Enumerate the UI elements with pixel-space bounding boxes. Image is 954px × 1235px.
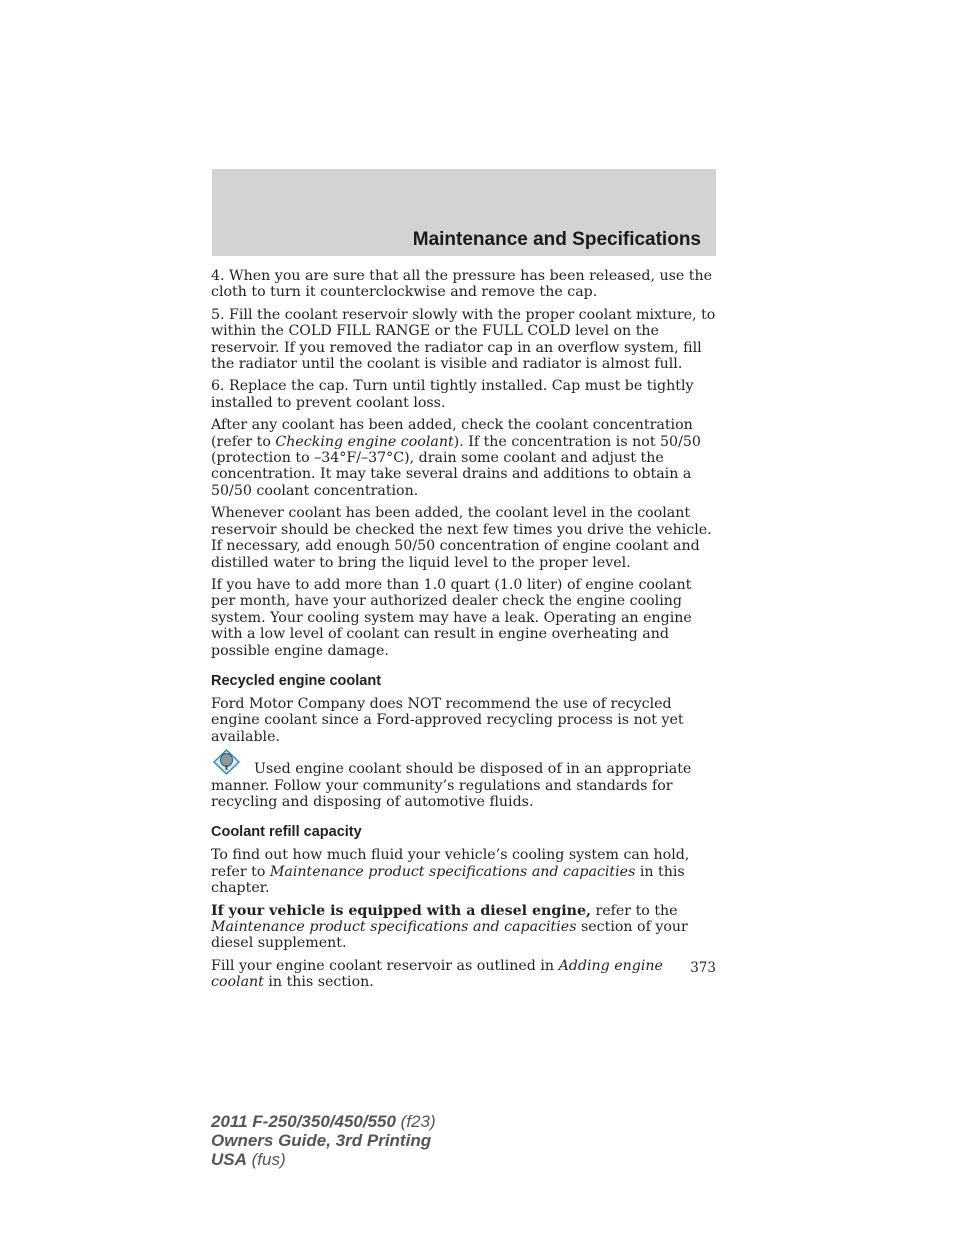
footer-market: USA [211, 1150, 247, 1169]
page-number: 373 [690, 960, 716, 976]
footer-model-line [211, 1112, 436, 1131]
cross-reference: Maintenance product specifications and capacities [269, 863, 636, 880]
text-run: To find out how much fluid your vehicle’s cooling system can hold, refer to [211, 847, 690, 880]
text-run: After any coolant has been added, check the coolant concentration (refer to [211, 417, 693, 450]
text-run: section of your diesel supplement. [211, 919, 688, 952]
diesel-lead: If your vehicle is equipped with a diesel engine, [211, 902, 591, 919]
leak-warning-paragraph: If you have to add more than 1.0 quart (1.0 liter) of engine coolant per month, have your authorized dealer check the engine cooling system. Your cooling system may have a leak. Operating an engine with a low level of coolant can result in engine overheating and possible engine damage. [211, 576, 692, 659]
section-title: Maintenance and Specifications [412, 229, 701, 250]
document-footer [211, 1112, 436, 1169]
footer-guide-line [211, 1131, 436, 1150]
step-4-paragraph: 4. When you are sure that all the pressure has been released, use the cloth to turn it counterclockwise and remove the cap. [211, 268, 713, 301]
refill-capacity-paragraph [211, 847, 717, 896]
page-content [211, 268, 717, 997]
concentration-paragraph [211, 417, 717, 499]
cross-reference: Maintenance product specifications and capacities [211, 919, 577, 935]
text-run: Fill your engine coolant reservoir as outlined in [211, 957, 559, 974]
footer-guide: Owners Guide, 3rd Printing [211, 1131, 432, 1150]
footer-model: 2011 F-250/350/450/550 [211, 1112, 396, 1131]
diesel-paragraph [211, 903, 717, 952]
step-5-paragraph: 5. Fill the coolant reservoir slowly with the proper coolant mixture, to within the COLD FILL RANGE or the FULL COLD level on the reservoir. If you removed the radiator cap in an overflow system, fill the radiator until the coolant is visible and radiator is almost full. [211, 306, 716, 373]
text-run: in this section. [263, 974, 374, 991]
cross-reference: Adding engine coolant [211, 957, 663, 991]
text-run: ). If the concentration is not 50/50 (protection to –34°F/–37°C), drain some coolant and adjust the concentration. It may take several drains and additions to obtain a 50/50 coolant concentration. [211, 433, 701, 499]
fill-reservoir-paragraph [211, 958, 717, 991]
refill-capacity-heading: Coolant refill capacity [211, 824, 362, 841]
footer-market-code: (fus) [246, 1150, 286, 1169]
section-header-band [212, 169, 716, 256]
recycled-coolant-heading: Recycled engine coolant [211, 672, 382, 689]
recycled-coolant-paragraph: Ford Motor Company does NOT recommend the use of recycled engine coolant since a Ford-approved recycling process is not yet available. [211, 695, 684, 745]
check-level-paragraph: Whenever coolant has been added, the coolant level in the coolant reservoir should be checked the next few times you drive the vehicle. If necessary, add enough 50/50 concentration of engine coolant and distilled water to bring the liquid level to the proper level. [211, 505, 712, 571]
step-6-paragraph: 6. Replace the cap. Turn until tightly installed. Cap must be tightly installed to prevent coolant loss. [211, 378, 694, 411]
text-run: in this chapter. [211, 863, 685, 897]
text-run: refer to the [590, 902, 678, 919]
cross-reference: Checking engine coolant [275, 433, 454, 450]
tree-icon [211, 749, 242, 775]
environment-note [211, 761, 717, 810]
footer-model-code: (f23) [395, 1112, 436, 1131]
environment-note-text: Used engine coolant should be disposed of in an appropriate manner. Follow your community’s regulations and standards for recycling and disposing of automotive fluids. [211, 761, 692, 810]
footer-market-line [211, 1150, 436, 1169]
